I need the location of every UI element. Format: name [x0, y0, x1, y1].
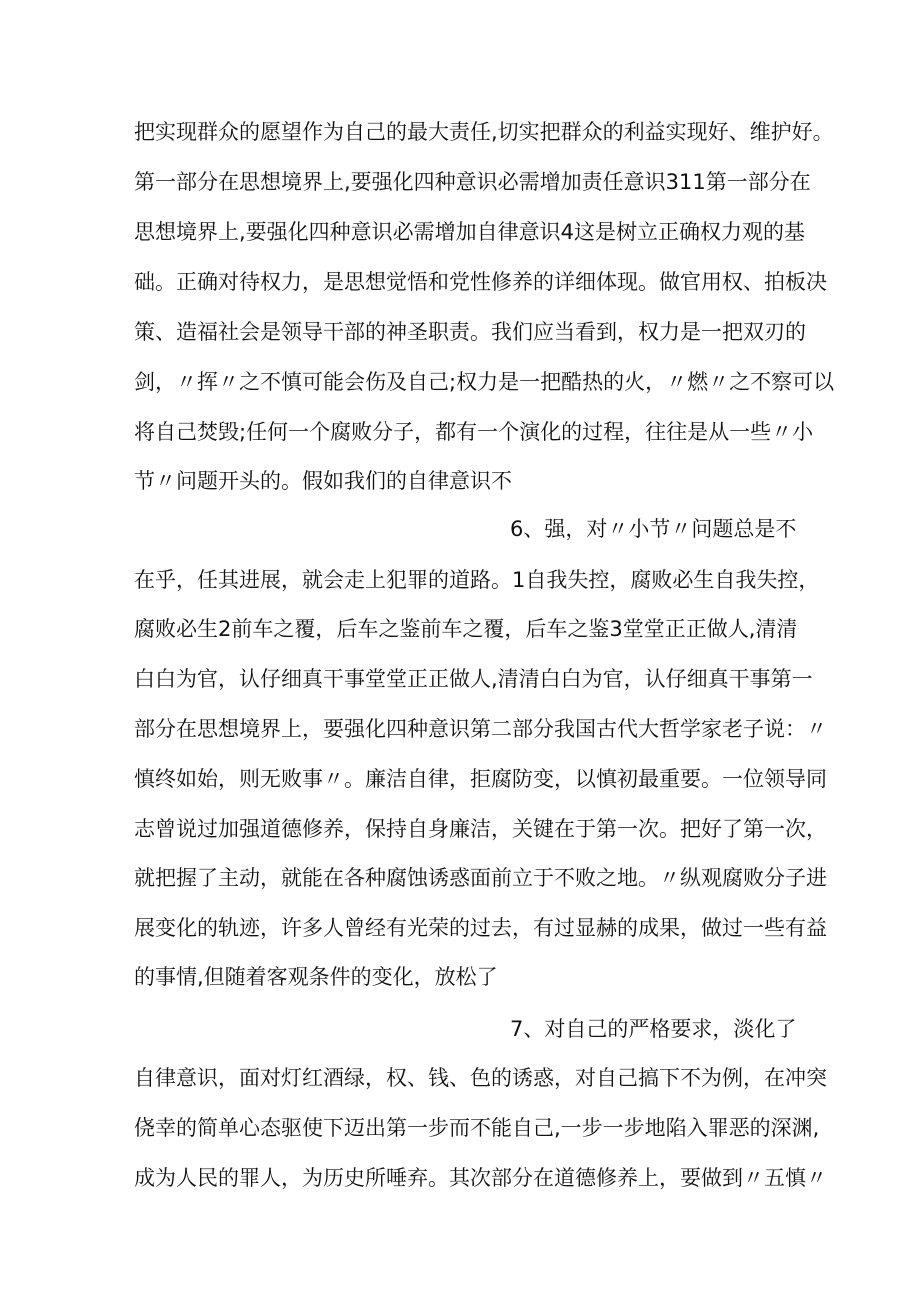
text-line: 就把握了主动，就能在各种腐蚀诱惑面前立于不败之地。〃纵观腐败分子进 — [134, 866, 827, 890]
text-line: 展变化的轨迹，许多人曾经有光荣的过去，有过显赫的成果，做过一些有益 — [134, 916, 827, 940]
section-number-line: 7、对自己的严格要求，淡化了 — [510, 1017, 797, 1041]
text-line: 策、造福社会是领导干部的神圣职责。我们应当看到，权力是一把双刃的 — [134, 320, 806, 344]
text-line: 的事情,但随着客观条件的变化，放松了 — [134, 965, 498, 989]
text-line: 腐败必生2前车之覆，后车之鉴前车之覆，后车之鉴3堂堂正正做人,清清 — [134, 617, 798, 641]
text-line: 节〃问题开头的。假如我们的自律意识不 — [134, 469, 512, 493]
text-line: 侥幸的简单心态驱使下迈出第一步而不能自己,一步一步地陷入罪恶的深渊, — [134, 1116, 820, 1140]
text-line: 志曾说过加强道德修养，保持自身廉洁，关键在于第一次。把好了第一次， — [134, 817, 827, 841]
text-line: 将自己焚毁;任何一个腐败分子，都有一个演化的过程，往往是从一些〃小 — [134, 420, 814, 444]
text-line: 在乎，任其进展，就会走上犯罪的道路。1自我失控，腐败必生自我失控， — [134, 568, 820, 592]
text-line: 思想境界上,要强化四种意识必需增加自律意识4这是树立正确权力观的基 — [134, 220, 806, 244]
text-line: 第一部分在思想境界上,要强化四种意识必需增加责任意识311第一部分在 — [134, 170, 811, 194]
text-line: 成为人民的罪人，为历史所唾弃。其次部分在道德修养上，要做到〃五慎〃 — [134, 1166, 827, 1190]
section-number-line: 6、强，对〃小节〃问题总是不 — [510, 517, 797, 541]
text-line: 白白为官，认仔细真干事堂堂正正做人,清清白白为官，认仔细真干事第一 — [134, 667, 813, 691]
text-line: 部分在思想境界上，要强化四种意识第二部分我国古代大哲学家老子说：〃 — [134, 717, 827, 741]
text-line: 自律意识，面对灯红酒绿，权、钱、色的诱惑，对自己搞下不为例，在冲突 — [134, 1066, 827, 1090]
text-line: 慎终如始，则无败事〃。廉洁自律，拒腐防变，以慎初最重要。一位领导同 — [134, 767, 827, 791]
text-line: 把实现群众的愿望作为自己的最大责任,切实把群众的利益实现好、维护好。 — [134, 120, 834, 144]
text-line: 剑，〃挥〃之不慎可能会伤及自己;权力是一把酷热的火，〃燃〃之不察可以 — [134, 370, 835, 394]
text-line: 础。正确对待权力，是思想觉悟和党性修养的详细体现。做官用权、拍板决 — [134, 270, 827, 294]
